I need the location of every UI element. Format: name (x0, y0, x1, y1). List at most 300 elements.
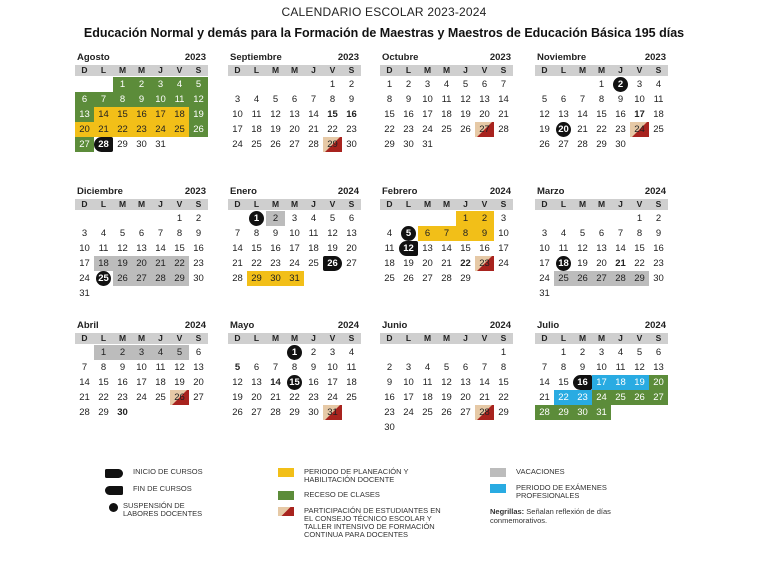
month-junio (380, 320, 513, 435)
day-cell: 21 (441, 258, 452, 269)
day-cell (554, 122, 573, 137)
month-name: Mayo (230, 320, 255, 331)
day-cell: 12 (117, 243, 128, 254)
day-cell: 30 (615, 139, 626, 150)
month-year: 2023 (489, 52, 511, 63)
day-cell: 9 (579, 362, 586, 373)
day-cell: 2 (348, 79, 355, 90)
day-cell: 1 (386, 79, 393, 90)
empty-cell (75, 211, 94, 226)
day-cell: 14 (615, 243, 626, 254)
day-cell: 3 (81, 228, 88, 239)
day-cell: 31 (323, 405, 342, 420)
day-cell: 9 (195, 228, 202, 239)
day-cell: 27 (649, 390, 668, 405)
day-cell: 29 (384, 139, 395, 150)
weekday-label: J (618, 65, 623, 75)
day-cell: 22 (596, 124, 607, 135)
month-name: Noviembre (537, 52, 587, 63)
day-cell: 13 (251, 377, 262, 388)
day-cell: 18 (611, 375, 630, 390)
day-cell: 12 (327, 228, 338, 239)
day-cell: 15 (98, 377, 109, 388)
weekday-header (535, 333, 668, 344)
day-cell: 10 (151, 92, 170, 107)
day-cell: 3 (500, 213, 507, 224)
weekday-label: M (137, 65, 146, 75)
weekday-label: V (329, 333, 336, 343)
day-cell: 7 (157, 228, 164, 239)
day-cell: 9 (119, 362, 126, 373)
day-cell: 25 (611, 390, 630, 405)
day-cell: 13 (479, 94, 490, 105)
legend-vacaciones (490, 468, 640, 477)
day-cell: 20 (460, 392, 471, 403)
month-header (380, 186, 513, 198)
month-enero (228, 186, 361, 286)
day-cell: 15 (498, 377, 509, 388)
day-cell: 8 (113, 92, 132, 107)
day-cell: 27 (558, 139, 569, 150)
day-cell: 6 (291, 94, 298, 105)
empty-cell (228, 345, 247, 360)
month-octubre (380, 52, 513, 152)
day-cell: 26 (113, 271, 132, 286)
day-cell: 14 (441, 243, 452, 254)
day-cell: 17 (403, 392, 414, 403)
month-header (228, 320, 361, 332)
day-cell: 26 (403, 273, 414, 284)
weekday-label: J (463, 333, 468, 343)
day-cell: 17 (634, 109, 645, 120)
day-cell: 23 (132, 122, 151, 137)
month-year: 2024 (489, 320, 511, 331)
day-cell: 16 (132, 107, 151, 122)
day-cell: 11 (251, 109, 262, 120)
month-header (75, 52, 208, 64)
day-cell: 16 (403, 109, 414, 120)
day-cell: 24 (630, 122, 649, 137)
weekday-label: V (636, 333, 643, 343)
day-cell: 25 (251, 139, 262, 150)
day-cell: 17 (151, 107, 170, 122)
day-cell: 29 (596, 139, 607, 150)
weekday-label: D (386, 65, 393, 75)
weekday-label: D (81, 65, 88, 75)
day-cell: 29 (323, 137, 342, 152)
weekday-label: L (100, 65, 107, 75)
day-cell: 23 (653, 258, 664, 269)
day-cell: 4 (443, 79, 450, 90)
day-cell: 20 (346, 243, 357, 254)
day-cell: 25 (422, 407, 433, 418)
weekday-label: M (118, 65, 127, 75)
month-header (535, 320, 668, 332)
days-grid (228, 211, 361, 286)
days-grid (380, 345, 513, 435)
day-cell: 19 (539, 124, 550, 135)
weekday-label: S (195, 333, 202, 343)
day-cell: 24 (592, 390, 611, 405)
day-cell: 6 (75, 92, 94, 107)
end-marker-icon (105, 486, 123, 495)
day-cell: 16 (193, 243, 204, 254)
month-name: Diciembre (77, 186, 123, 197)
day-cell: 2 (195, 213, 202, 224)
day-cell: 12 (232, 377, 243, 388)
day-cell: 12 (189, 92, 208, 107)
weekday-label: M (271, 65, 280, 75)
day-cell: 20 (479, 109, 490, 120)
day-cell: 17 (592, 375, 611, 390)
day-cell: 8 (100, 362, 107, 373)
legend-vacaciones-label: VACACIONES (516, 467, 565, 476)
day-cell: 19 (460, 109, 471, 120)
weekday-label: J (463, 65, 468, 75)
days-grid (380, 211, 513, 286)
day-cell: 26 (232, 407, 243, 418)
weekday-label: S (500, 65, 507, 75)
day-cell: 16 (270, 243, 281, 254)
day-cell: 13 (422, 243, 433, 254)
weekday-label: D (541, 65, 548, 75)
month-year: 2023 (644, 52, 666, 63)
day-cell: 22 (113, 122, 132, 137)
days-grid (228, 77, 361, 152)
empty-cell (94, 77, 113, 92)
day-cell: 12 (174, 362, 185, 373)
day-cell: 24 (151, 122, 170, 137)
legend-receso-label: RECESO DE CLASES (304, 490, 380, 499)
day-cell: 11 (155, 362, 166, 373)
day-cell: 18 (155, 377, 166, 388)
day-cell: 12 (441, 377, 452, 388)
empty-cell (475, 345, 494, 360)
month-noviembre (535, 52, 668, 152)
day-cell: 11 (615, 362, 626, 373)
day-cell: 28 (441, 273, 452, 284)
weekday-label: V (329, 199, 336, 209)
weekday-header (228, 65, 361, 76)
weekday-label: L (405, 65, 412, 75)
day-cell: 21 (308, 124, 319, 135)
day-cell: 8 (456, 226, 475, 241)
day-cell: 29 (247, 271, 266, 286)
month-header (535, 186, 668, 198)
days-grid (535, 345, 668, 420)
month-year: 2024 (644, 320, 666, 331)
month-marzo (535, 186, 668, 301)
weekday-label: M (271, 333, 280, 343)
day-cell: 1 (456, 211, 475, 226)
day-cell: 27 (460, 407, 471, 418)
day-cell: 17 (498, 243, 509, 254)
day-cell: 10 (403, 377, 414, 388)
day-cell: 20 (193, 377, 204, 388)
weekday-label: J (158, 65, 163, 75)
day-cell: 19 (327, 243, 338, 254)
day-cell: 13 (136, 243, 147, 254)
day-cell: 1 (560, 347, 567, 358)
day-cell: 8 (636, 228, 643, 239)
weekday-label: M (290, 333, 299, 343)
day-cell: 30 (403, 139, 414, 150)
empty-cell (437, 211, 456, 226)
weekday-label: V (176, 65, 183, 75)
day-cell: 10 (498, 228, 509, 239)
day-cell: 16 (615, 109, 626, 120)
day-cell: 15 (460, 243, 471, 254)
day-cell: 4 (151, 345, 170, 360)
day-cell: 27 (193, 392, 204, 403)
day-cell (285, 375, 304, 390)
gray-swatch-icon (490, 468, 506, 477)
legend-negrillas (490, 507, 640, 525)
day-cell: 18 (441, 109, 452, 120)
empty-cell (266, 77, 285, 92)
legend-examenes-label: PERIODO DE EXÁMENES PROFESIONALES (516, 483, 607, 500)
day-cell: 25 (155, 392, 166, 403)
day-cell: 28 (535, 405, 554, 420)
weekday-label: S (195, 199, 202, 209)
day-cell: 2 (266, 211, 285, 226)
weekday-label: L (100, 199, 107, 209)
weekday-header (228, 333, 361, 344)
month-agosto (75, 52, 208, 152)
day-cell: 6 (598, 228, 605, 239)
month-header (228, 186, 361, 198)
day-cell: 4 (253, 94, 260, 105)
empty-cell (418, 211, 437, 226)
day-cell: 13 (460, 377, 471, 388)
empty-cell (75, 345, 94, 360)
legend-inicio-label: INICIO DE CURSOS (133, 467, 203, 476)
day-cell: 11 (384, 243, 395, 254)
day-cell: 22 (460, 258, 471, 269)
day-cell: 15 (558, 377, 569, 388)
day-cell: 3 (424, 79, 431, 90)
day-cell: 10 (422, 94, 433, 105)
empty-cell (573, 211, 592, 226)
month-name: Febrero (382, 186, 418, 197)
day-cell: 10 (136, 362, 147, 373)
day-cell: 6 (655, 347, 662, 358)
day-cell: 4 (348, 347, 355, 358)
day-cell: 30 (653, 273, 664, 284)
day-cell: 1 (176, 213, 183, 224)
weekday-label: M (271, 199, 280, 209)
weekday-label: L (253, 333, 260, 343)
day-cell: 24 (136, 392, 147, 403)
day-cell: 24 (403, 407, 414, 418)
day-cell: 30 (308, 407, 319, 418)
weekday-label: M (442, 199, 451, 209)
day-cell: 31 (422, 139, 433, 150)
legend-cte (278, 507, 444, 539)
day-cell: 20 (289, 124, 300, 135)
month-year: 2024 (337, 320, 359, 331)
day-cell: 21 (479, 392, 490, 403)
weekday-label: S (655, 199, 662, 209)
day-cell: 26 (323, 256, 342, 271)
day-cell: 2 (405, 79, 412, 90)
month-septiembre (228, 52, 361, 152)
day-cell: 7 (272, 362, 279, 373)
day-cell: 28 (270, 407, 281, 418)
month-year: 2024 (489, 186, 511, 197)
day-cell: 22 (498, 392, 509, 403)
weekday-label: M (578, 65, 587, 75)
day-cell: 23 (475, 256, 494, 271)
day-cell: 6 (481, 79, 488, 90)
month-name: Enero (230, 186, 257, 197)
day-cell: 7 (437, 226, 456, 241)
month-name: Julio (537, 320, 560, 331)
legend-receso (278, 491, 444, 500)
weekday-label: D (234, 333, 241, 343)
legend-column-markers (105, 468, 213, 525)
weekday-label: M (597, 65, 606, 75)
weekday-label: V (636, 199, 643, 209)
day-cell: 7 (579, 94, 586, 105)
weekday-label: D (81, 333, 88, 343)
day-cell: 29 (498, 407, 509, 418)
empty-cell (456, 345, 475, 360)
day-cell: 21 (79, 392, 90, 403)
weekday-label: V (176, 333, 183, 343)
calendar-subtitle: Educación Normal y demás para la Formación de Maestras y Maestros de Educación Básica 195 días (83, 26, 685, 40)
day-cell: 14 (79, 377, 90, 388)
legend-column-periods (278, 468, 444, 546)
suspension-day-marker: 1 (249, 211, 264, 226)
blue-swatch-icon (490, 484, 506, 493)
day-cell: 9 (132, 92, 151, 107)
day-cell: 16 (653, 243, 664, 254)
day-cell: 4 (170, 77, 189, 92)
day-cell: 21 (94, 122, 113, 137)
day-cell: 16 (573, 375, 592, 390)
day-cell: 10 (79, 243, 90, 254)
day-cell: 11 (558, 243, 569, 254)
weekday-label: M (423, 333, 432, 343)
weekday-label: V (176, 199, 183, 209)
day-cell: 3 (541, 228, 548, 239)
days-grid (75, 345, 208, 420)
month-febrero (380, 186, 513, 286)
day-cell: 5 (579, 228, 586, 239)
day-cell: 6 (195, 347, 202, 358)
day-cell: 30 (384, 422, 395, 433)
day-cell: 1 (94, 345, 113, 360)
suspension-day-marker: 18 (556, 256, 571, 271)
days-grid (75, 211, 208, 301)
day-cell: 24 (539, 273, 550, 284)
day-cell: 27 (346, 258, 357, 269)
day-cell: 5 (541, 94, 548, 105)
day-cell: 15 (384, 109, 395, 120)
weekday-label: V (481, 199, 488, 209)
day-cell: 12 (539, 109, 550, 120)
day-cell: 4 (560, 228, 567, 239)
day-cell: 16 (117, 377, 128, 388)
weekday-label: L (253, 199, 260, 209)
day-cell: 28 (498, 124, 509, 135)
day-cell: 2 (475, 211, 494, 226)
day-cell: 3 (405, 362, 412, 373)
day-cell: 7 (94, 92, 113, 107)
day-cell: 15 (327, 109, 338, 120)
weekday-label: J (158, 333, 163, 343)
day-cell: 14 (498, 94, 509, 105)
legend-inicio (105, 468, 213, 478)
day-cell: 8 (329, 94, 336, 105)
weekday-label: S (348, 199, 355, 209)
month-year: 2023 (337, 52, 359, 63)
empty-cell (113, 211, 132, 226)
weekday-label: S (655, 333, 662, 343)
day-cell: 3 (636, 79, 643, 90)
day-cell: 18 (346, 377, 357, 388)
day-cell: 26 (441, 407, 452, 418)
weekday-label: L (405, 333, 412, 343)
day-cell: 14 (308, 109, 319, 120)
day-cell: 24 (289, 258, 300, 269)
day-cell: 10 (634, 94, 645, 105)
weekday-label: D (541, 199, 548, 209)
day-cell: 31 (592, 405, 611, 420)
month-header (75, 186, 208, 198)
legend-column-other (490, 468, 640, 525)
day-cell: 21 (151, 256, 170, 271)
month-abril (75, 320, 208, 420)
day-cell: 28 (475, 405, 494, 420)
weekday-label: M (118, 199, 127, 209)
day-cell: 12 (577, 243, 588, 254)
weekday-label: L (405, 199, 412, 209)
month-header (228, 52, 361, 64)
day-cell: 19 (232, 392, 243, 403)
day-cell: 5 (119, 228, 126, 239)
weekday-label: D (541, 333, 548, 343)
day-cell: 21 (270, 392, 281, 403)
day-cell: 8 (386, 94, 393, 105)
weekday-header (75, 199, 208, 210)
month-diciembre (75, 186, 208, 301)
legend-fin (105, 485, 213, 495)
day-cell: 28 (151, 271, 170, 286)
day-cell: 11 (422, 377, 433, 388)
day-cell: 6 (348, 213, 355, 224)
day-cell: 31 (285, 271, 304, 286)
day-cell: 13 (653, 362, 664, 373)
day-cell: 25 (308, 258, 319, 269)
day-cell: 3 (234, 94, 241, 105)
weekday-label: J (158, 199, 163, 209)
day-cell: 12 (634, 362, 645, 373)
day-cell: 16 (346, 109, 357, 120)
day-cell (285, 345, 304, 360)
day-cell: 15 (113, 107, 132, 122)
day-cell: 19 (441, 392, 452, 403)
day-cell: 8 (176, 228, 183, 239)
day-cell: 17 (539, 258, 550, 269)
weekday-label: S (195, 65, 202, 75)
day-cell: 23 (384, 407, 395, 418)
day-cell: 31 (539, 288, 550, 299)
weekday-label: L (560, 65, 567, 75)
empty-cell (437, 345, 456, 360)
legend-planeacion (278, 468, 444, 484)
